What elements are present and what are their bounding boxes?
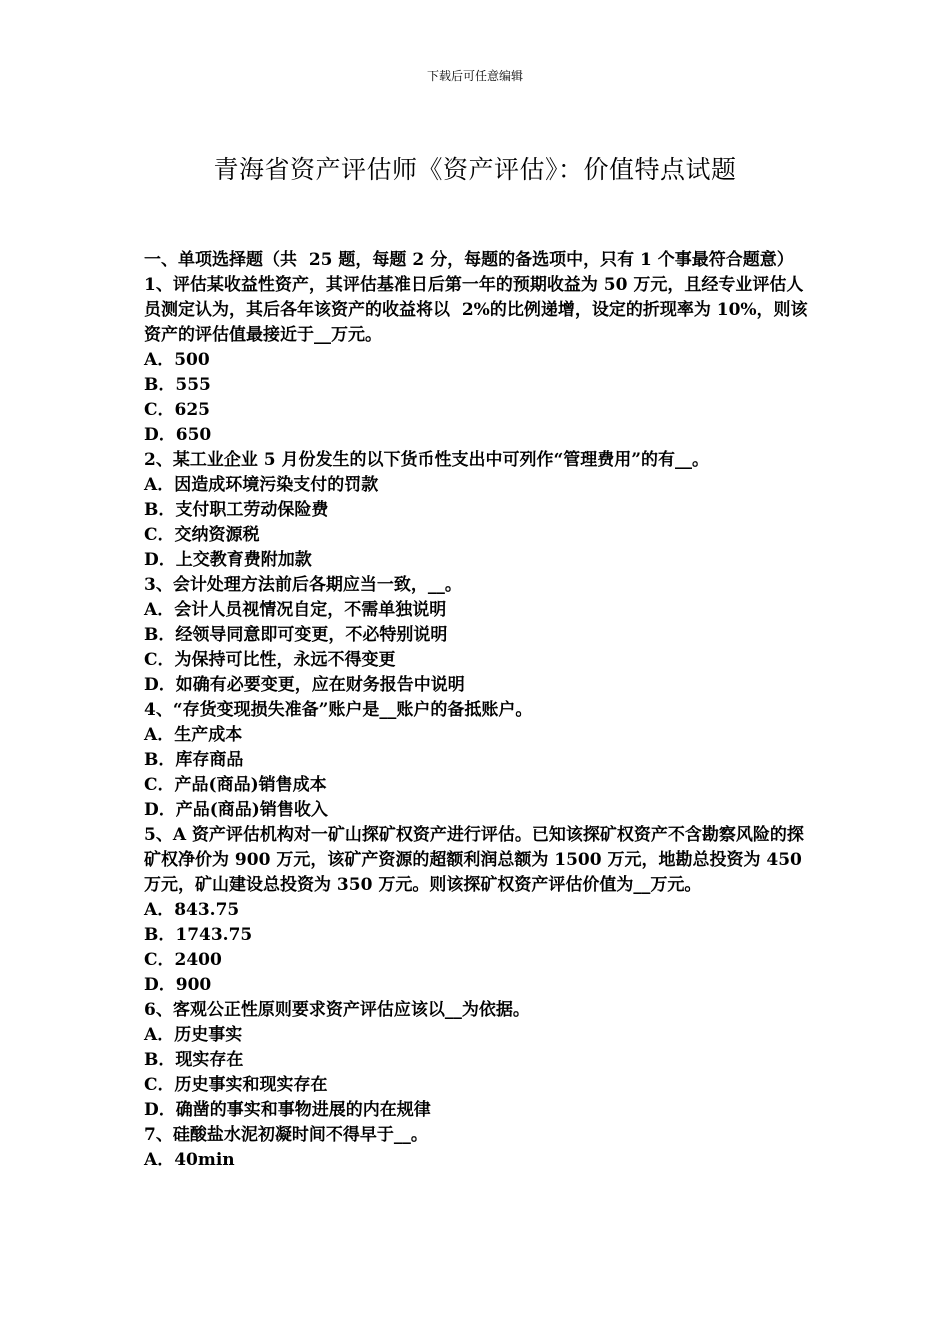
option-d: D．确凿的事实和事物进展的内在规律 — [144, 1100, 431, 1120]
document-body — [144, 248, 814, 1173]
option-d: D．900 — [144, 975, 212, 995]
option-b: B．555 — [144, 375, 211, 395]
option-c: C．为保持可比性，永远不得变更 — [144, 650, 396, 670]
question-stem: 1、评估某收益性资产，其评估基准日后第一年的预期收益为 50 万元，且经专业评估人员测定认为，其后各年该资产的收益将以 2%的比例递增，设定的折现率为 10%，则该资产的评估值最接近于__万元。 — [144, 275, 808, 345]
question-7 — [144, 1123, 814, 1173]
question-1 — [144, 273, 814, 448]
question-stem: 4、“存货变现损失准备”账户是__账户的备抵账户。 — [144, 700, 533, 720]
option-a: A．历史事实 — [144, 1025, 243, 1045]
question-stem: 2、某工业企业 5 月份发生的以下货币性支出中可列作“管理费用”的有__。 — [144, 450, 710, 470]
section-heading: 一、单项选择题（共 25 题，每题 2 分，每题的备选项中，只有 1 个事最符合题意） — [144, 250, 794, 270]
option-d: D．650 — [144, 425, 212, 445]
question-2 — [144, 448, 814, 573]
question-stem: 5、A 资产评估机构对一矿山探矿权资产进行评估。已知该探矿权资产不含勘察风险的探矿权净价为 900 万元，该矿产资源的超额利润总额为 1500 万元，地勘总投资为 450 万元，矿山建设总投资为 350 万元。则该探矿权资产评估价值为__万元。 — [144, 825, 808, 895]
option-c: C．历史事实和现实存在 — [144, 1075, 328, 1095]
question-stem: 7、硅酸盐水泥初凝时间不得早于__。 — [144, 1125, 428, 1145]
option-a: A．40min — [144, 1150, 235, 1170]
question-5 — [144, 823, 814, 998]
option-c: C．产品(商品)销售成本 — [144, 775, 327, 795]
question-stem: 3、会计处理方法前后各期应当一致，__。 — [144, 575, 462, 595]
option-c: C．交纳资源税 — [144, 525, 260, 545]
question-3 — [144, 573, 814, 698]
option-c: C．2400 — [144, 950, 222, 970]
page-title: 青海省资产评估师《资产评估》：价值特点试题 — [213, 155, 737, 184]
option-d: D．如确有必要变更，应在财务报告中说明 — [144, 675, 465, 695]
question-4 — [144, 698, 814, 823]
option-d: D．产品(商品)销售收入 — [144, 800, 328, 820]
header-note: 下载后可任意编辑 — [426, 69, 523, 83]
option-b: B．库存商品 — [144, 750, 244, 770]
option-b: B．经领导同意即可变更，不必特别说明 — [144, 625, 448, 645]
option-a: A．会计人员视情况自定，不需单独说明 — [144, 600, 447, 620]
question-stem: 6、客观公正性原则要求资产评估应该以__为依据。 — [144, 1000, 530, 1020]
option-b: B．1743.75 — [144, 925, 253, 945]
option-b: B．现实存在 — [144, 1050, 244, 1070]
question-6 — [144, 998, 814, 1123]
option-a: A．500 — [144, 350, 210, 370]
option-b: B．支付职工劳动保险费 — [144, 500, 329, 520]
option-c: C．625 — [144, 400, 211, 420]
option-a: A．生产成本 — [144, 725, 243, 745]
option-d: D．上交教育费附加款 — [144, 550, 312, 570]
option-a: A．因造成环境污染支付的罚款 — [144, 475, 379, 495]
option-a: A．843.75 — [144, 900, 240, 920]
